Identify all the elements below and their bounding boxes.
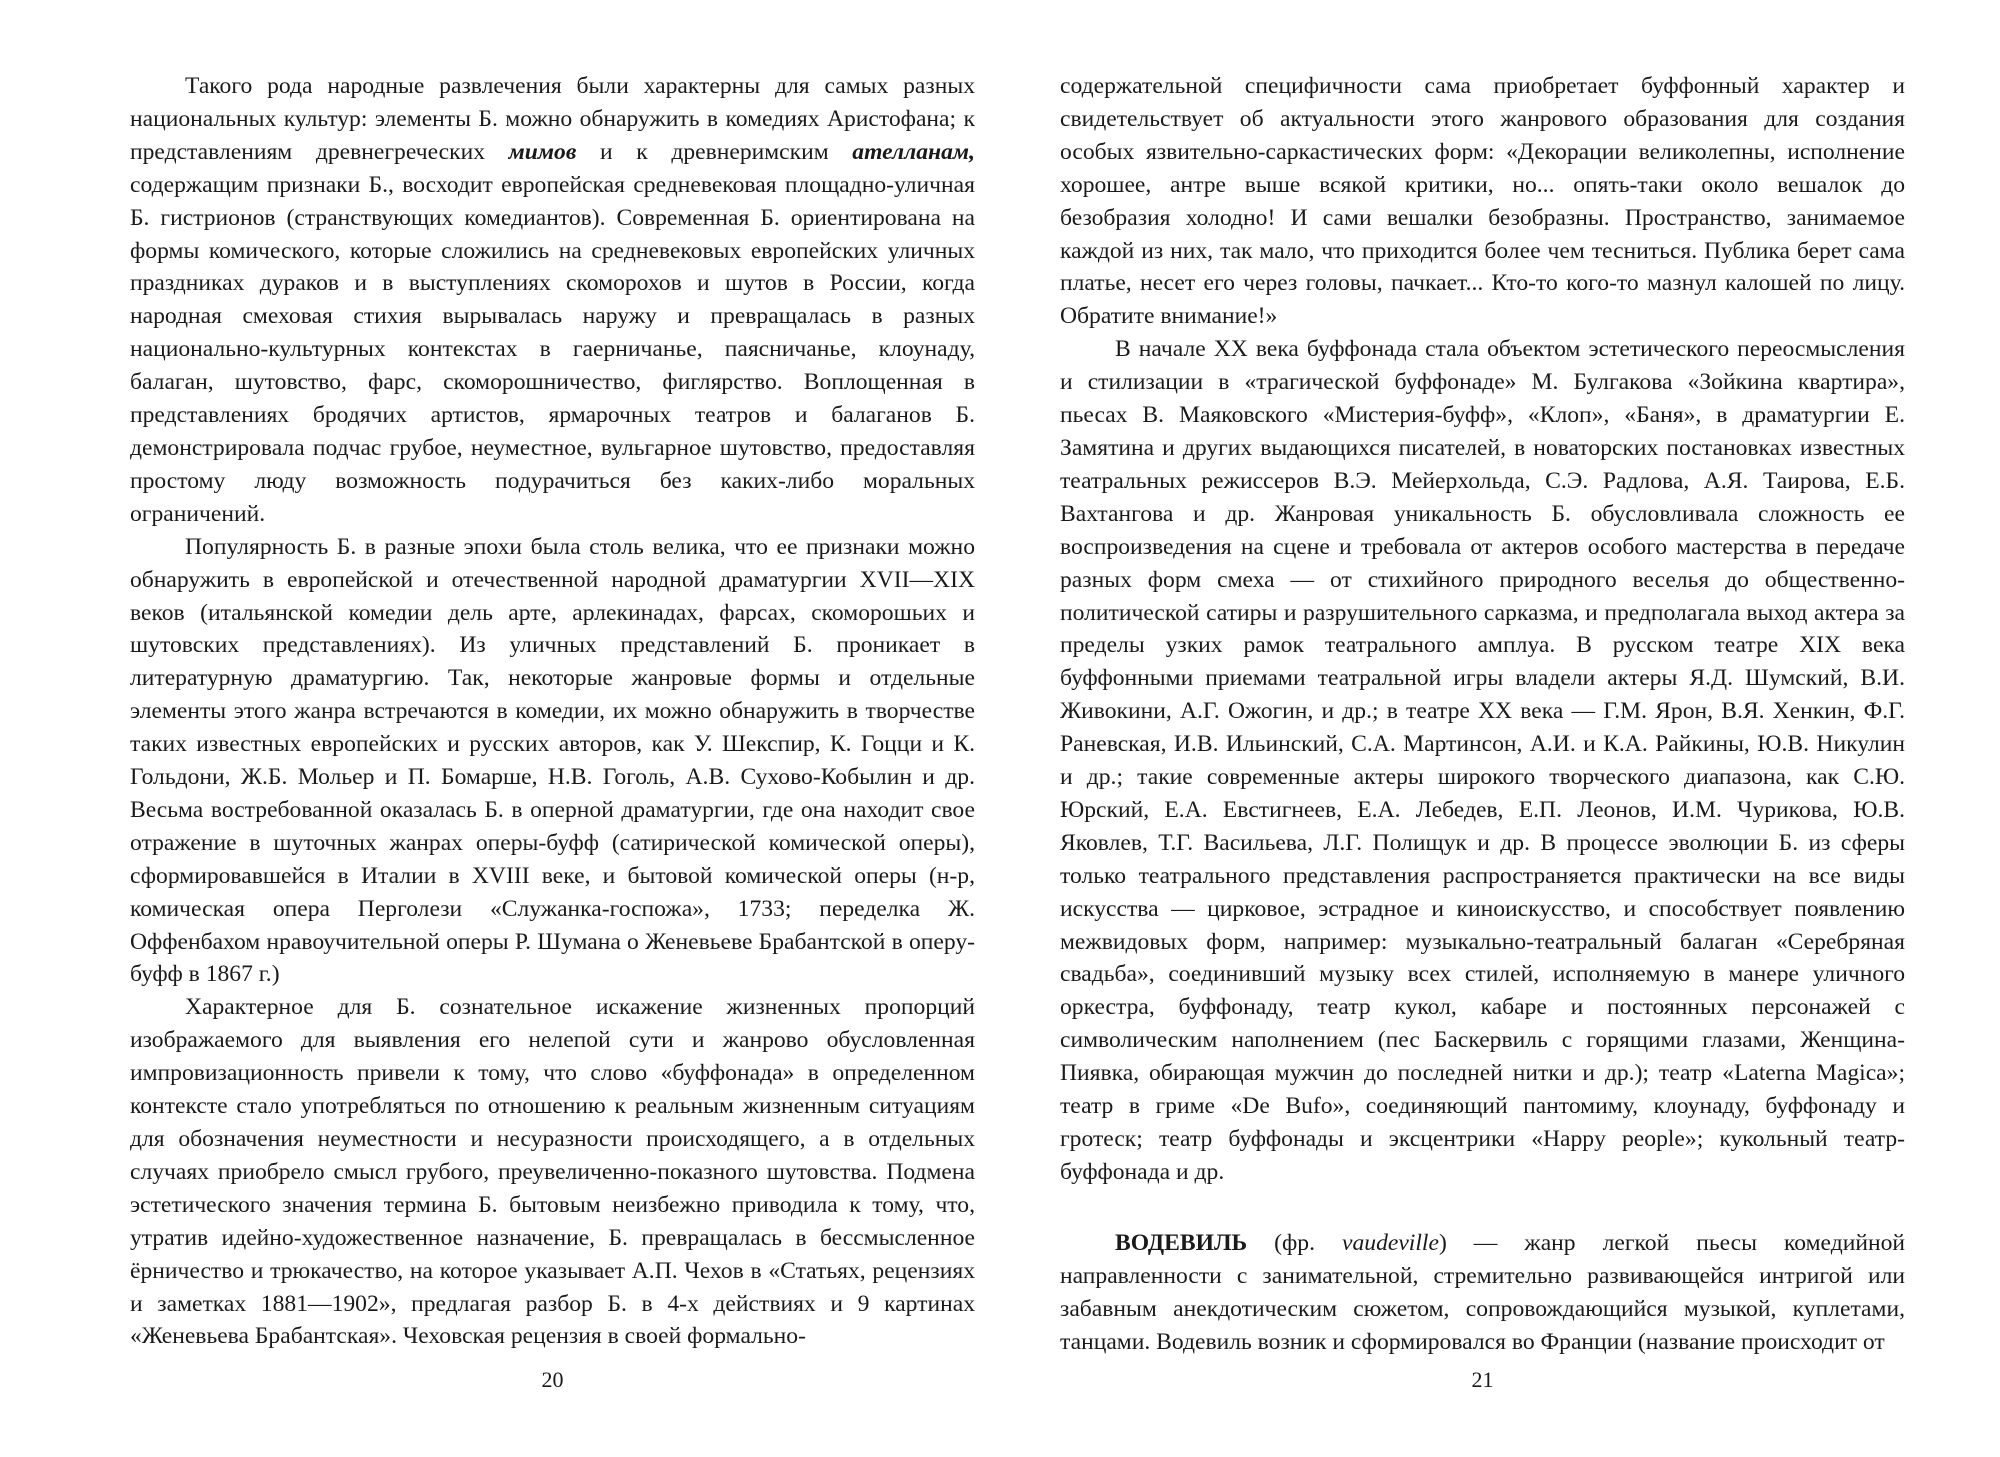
text-run: ) — жанр легкой пьесы комедийной направленности с занимательной, стремительно развивающейся интригой или забавным анекдотическим сюжетом, сопровождающийся музыкой, куплетами, танцами. Водевиль возник и сформировался во Франции (название происходит от <box>1060 1229 1905 1355</box>
entry-headword: ВОДЕВИЛЬ <box>1115 1229 1248 1256</box>
text-run: содержащим признаки Б., восходит европейская средневековая площадно-уличная Б. гистрионов (странствующих комедиантов). Современная Б. ориентирована на формы комического, которые сложились на средневековых европейских уличных праздниках дураков и в выступлениях скоморохов и шутов в России, когда народная смеховая стихия вырывалась наружу и превращалась в разных национально-культурных контекстах в гаерничанье, паясничанье, клоунаду, балаган, шутовство, фарс, скоморошничество, фиглярство. Воплощенная в представлениях бродячих артистов, ярмарочных театров и балаганов Б. демонстрировала подчас грубое, неуместное, вульгарное шутовство, предоставляя простому люду возможность подурачиться без каких-либо моральных ограничений. <box>130 171 975 527</box>
text-run: (фр. <box>1247 1229 1342 1256</box>
paragraph: содержательной специфичности сама приобретает буффонный характер и свидетельствует об актуальности этого жанрового образования для создания особых язвительно-саркастических форм: «Декорации великолепны, исполнение хорошее, антре выше всякой критики, но... опять-таки около вешалок до безобразия холодно! И сами вешалки безобразны. Пространство, занимаемое каждой из них, так мало, что приходится более чем тесниться. Публика берет сама платье, несет его через головы, пачкает... Кто-то кого-то мазнул калошей по лицу. Обратите внимание!» <box>1060 73 1905 330</box>
text-run: и к древнеримским <box>576 138 853 165</box>
right-page <box>1060 70 1905 1392</box>
paragraph: Характерное для Б. сознательное искажение жизненных пропорций изображаемого для выявления его нелепой сути и жанрово обусловленная импровизационность привели к тому, что слово «буффонада» в определенном контексте стало употребляться по отношению к реальным жизненным ситуациям для обозначения неуместности и несуразности происходящего, а в отдельных случаях приобрело смысл грубого, преувеличенно-показного шутовства. Подмена эстетического значения термина Б. бытовым неизбежно приводила к тому, что, утратив идейно-художественное назначение, Б. превращалась в бессмысленное ёрничество и трюкачество, на которое указывает А.П. Чехов в «Статьях, рецензиях и заметках 1881—1902», предлагая разбор Б. в 4-х действиях и 9 картинах «Женевьева Брабантская». Чеховская рецензия в своей формально- <box>130 994 975 1350</box>
left-page <box>130 70 975 1392</box>
page-number: 21 <box>1471 1367 1494 1392</box>
foreign-term: vaudeville <box>1342 1229 1439 1256</box>
paragraph: В начале XX века буффонада стала объектом эстетического переосмысления и стилизации в «трагической буффонаде» М. Булгакова «Зойкина квартира», пьесах В. Маяковского «Мистерия-буфф», «Клоп», «Баня», в драматургии Е. Замятина и других выдающихся писателей, в новаторских постановках известных театральных режиссеров В.Э. Мейерхольда, С.Э. Радлова, А.Я. Таирова, Е.Б. Вахтангова и др. Жанровая уникальность Б. обусловливала сложность ее воспроизведения на сцене и требовала от актеров особого мастерства в передаче разных форм смеха — от стихийного природного веселья до общественно-политической сатиры и разрушительного сарказма, и предполагала выход актера за пределы узких рамок театрального амплуа. В русском театре XIX века буффонными приемами театральной игры владели актеры Я.Д. Шумский, В.И. Живокини, А.Г. Ожогин, и др.; в театре XX века — Г.М. Ярон, В.Я. Хенкин, Ф.Г. Раневская, И.В. Ильинский, С.А. Мартинсон, А.И. и К.А. Райкины, Ю.В. Никулин и др.; такие современные актеры широкого творческого диапазона, как С.Ю. Юрский, Е.А. Евстигнеев, Е.А. Лебедев, Е.П. Леонов, И.М. Чурикова, Ю.В. Яковлев, Т.Г. Васильева, Л.Г. Полищук и др. В процессе эволюции Б. из сферы только театрального представления распространяется практически на все виды искусства — цирковое, эстрадное и киноискусство, и способствует появлению межвидовых форм, например: музыкально-театральный балаган «Серебряная свадьба», соединивший музыку всех стилей, исполняемую в манере уличного оркестра, буффонаду, театр кукол, кабаре и постоянных персонажей с символическим наполнением (пес Баскервиль с горящими глазами, Женщина-Пиявка, обирающая мужчин до последней нитки и др.); театр «Laterna Magica»; театр в гриме «De Bufo», соединяющий пантомиму, клоунаду, буффонаду и гротеск; театр буффонады и эксцентрики «Happy people»; кукольный театр-буффонада и др. <box>1060 336 1905 1185</box>
bold-italic-term: ателланам, <box>852 138 975 165</box>
text-run: Такого рода народные развлечения были характерны для самых разных национальных культур: элементы Б. можно обнаружить в комедиях Аристофана; к представлениям древнегреческих <box>130 73 975 165</box>
paragraph <box>130 70 975 531</box>
paragraph: Популярность Б. в разные эпохи была столь велика, что ее признаки можно обнаружить в европейской и отечественной народной драматургии XVII—XIX веков (итальянской комедии дель арте, арлекинадах, фарсах, скоморошьих и шутовских представлениях). Из уличных представлений Б. проникает в литературную драматургию. Так, некоторые жанровые формы и отдельные элементы этого жанра встречаются в комедии, их можно обнаружить в творчестве таких известных европейских и русских авторов, как У. Шекспир, К. Гоцци и К. Гольдони, Ж.Б. Мольер и П. Бомарше, Н.В. Гоголь, А.В. Сухово-Кобылин и др. Весьма востребованной оказалась Б. в оперной драматургии, где она находит свое отражение в шуточных жанрах оперы-буфф (сатирической комической оперы), сформировавшейся в Италии в XVIII веке, и бытовой комической оперы (н-р, комическая опера Перголези «Служанка-госпожа», 1733; переделка Ж. Оффенбахом нравоучительной оперы Р. Шумана о Женевьеве Брабантской в оперу-буфф в 1867 г.) <box>130 533 975 988</box>
left-page-text <box>130 70 975 1353</box>
right-page-text <box>1060 70 1905 1358</box>
bold-italic-term: мимов <box>508 138 577 165</box>
dictionary-entry <box>1060 1227 1905 1359</box>
page-number: 20 <box>541 1367 564 1392</box>
